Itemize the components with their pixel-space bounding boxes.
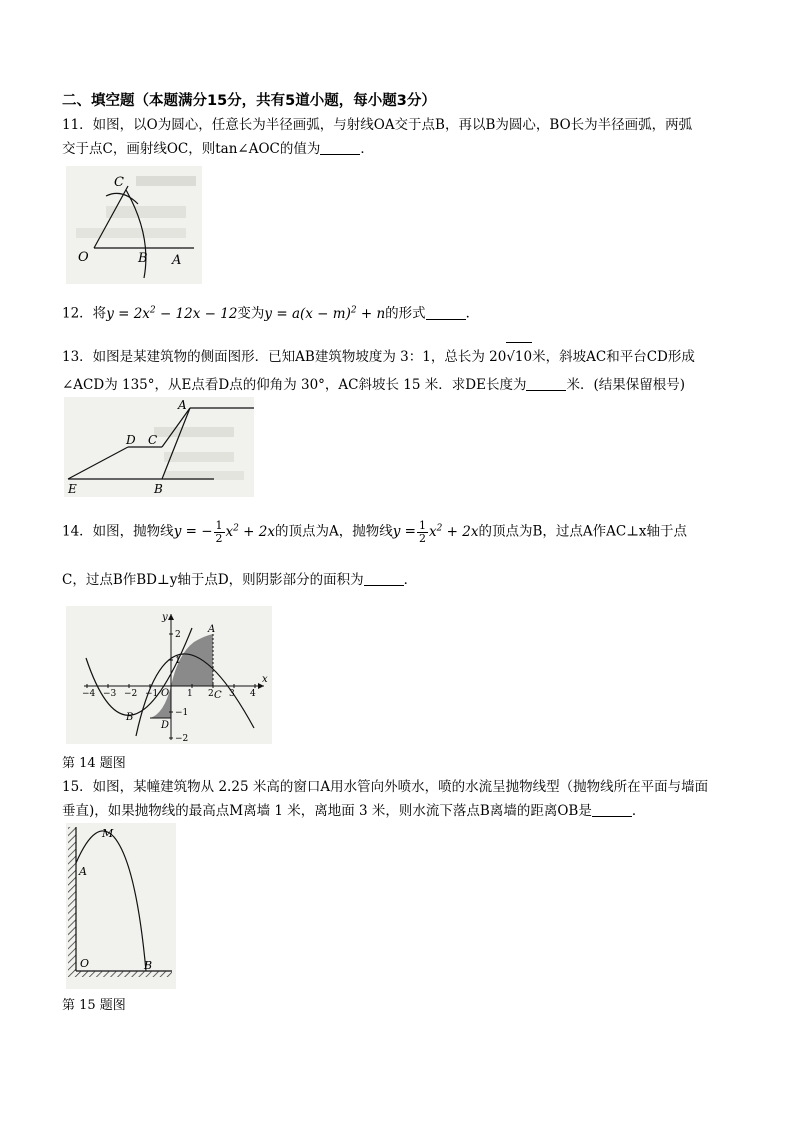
svg-text:M: M	[102, 827, 114, 840]
label-B: B	[138, 251, 148, 266]
svg-text:O: O	[161, 688, 170, 699]
q14-line2: C，过点B作BD⊥y轴于点D，则阴影部分的面积为 ．	[62, 571, 418, 588]
y-tick-label: 2	[175, 630, 181, 640]
svg-text:x: x	[262, 674, 268, 685]
answer-blank-14[interactable]	[364, 571, 404, 586]
answer-blank-13[interactable]	[526, 376, 566, 391]
caption-15: 第 15 题图	[62, 998, 126, 1013]
svg-text:B: B	[126, 712, 134, 723]
y-tick-label: −1	[175, 708, 189, 718]
answer-blank-11[interactable]	[320, 140, 360, 155]
q13-line2: ∠ACD为 135°，从E点看D点的仰角为 30°，AC斜坡长 15 米．求DE长度为 米．(结果保留根号)	[62, 377, 685, 393]
svg-text:D: D	[126, 433, 136, 447]
svg-text:B: B	[154, 482, 163, 496]
x-tick-label: −4	[82, 689, 96, 699]
svg-text:B: B	[144, 959, 153, 972]
question-15	[62, 775, 742, 823]
section-title: 二、填空题（本题满分15分，共有5道小题，每小题3分）	[62, 93, 436, 109]
svg-text:E: E	[68, 482, 77, 496]
q13-line1: 13．如图是某建筑物的侧面图形．已知AB建筑物坡度为 3：1，总长为 20√10米，斜坡AC和平台CD形成	[62, 342, 742, 371]
y-tick-label: −2	[175, 734, 189, 744]
x-tick-label: 1	[187, 689, 193, 699]
label-A: A	[172, 253, 182, 268]
caption-14: 第 14 题图	[62, 756, 126, 771]
svg-text:A: A	[79, 865, 87, 878]
label-O: O	[78, 250, 89, 265]
svg-text:C: C	[214, 690, 222, 701]
figure-13	[64, 397, 254, 497]
figure-11	[66, 166, 202, 284]
q15-line2: 垂直)，如果抛物线的最高点M离墙 1 米，离地面 3 米，则水流下落点B离墙的距离OB是 ．	[62, 803, 646, 819]
x-tick-label: −2	[124, 689, 138, 699]
label-C: C	[114, 175, 124, 190]
question-13	[62, 342, 742, 399]
x-tick-label: 2	[208, 689, 214, 699]
y-tick-label: 1	[175, 656, 181, 666]
svg-text:A: A	[208, 624, 216, 635]
figure-14	[66, 606, 272, 744]
svg-text:C: C	[148, 433, 158, 447]
x-tick-label: 3	[229, 689, 235, 699]
question-11	[62, 113, 742, 161]
q14-line1: 14．如图，抛物线y = − $\frac{1}{2}$ $x^2 + 2x$的顶点为A，抛物线y = $\frac{1}{2}$ $x^2 + 2x$的顶点为B，过点A作AC⊥x轴于点	[62, 518, 688, 545]
q11-line1: 11．如图，以O为圆心，任意长为半径画弧，与射线OA交于点B，再以B为圆心，BO长为半径画弧，两弧	[62, 117, 693, 133]
x-tick-label: −1	[145, 689, 159, 699]
x-tick-label: −3	[103, 689, 117, 699]
x-tick-label: 4	[250, 689, 256, 699]
svg-text:A: A	[178, 398, 187, 412]
answer-blank-12[interactable]	[426, 305, 466, 320]
svg-text:O: O	[80, 957, 90, 970]
question-14	[62, 515, 742, 593]
q11-line2: 交于点C，画射线OC，则tan∠AOC的值为 ．	[62, 141, 374, 157]
figure-15	[66, 823, 176, 989]
question-12: 12．将$y = 2x^2 - 12x - 12$变为$y = a(x - m)^2 + n$的形式 ．	[62, 305, 480, 322]
svg-text:D: D	[161, 720, 170, 731]
q15-line1: 15．如图，某幢建筑物从 2.25 米高的窗口A用水管向外喷水，喷的水流呈抛物线型（抛物线所在平面与墙面	[62, 779, 709, 795]
svg-text:y: y	[162, 612, 168, 623]
answer-blank-15[interactable]	[592, 802, 632, 817]
